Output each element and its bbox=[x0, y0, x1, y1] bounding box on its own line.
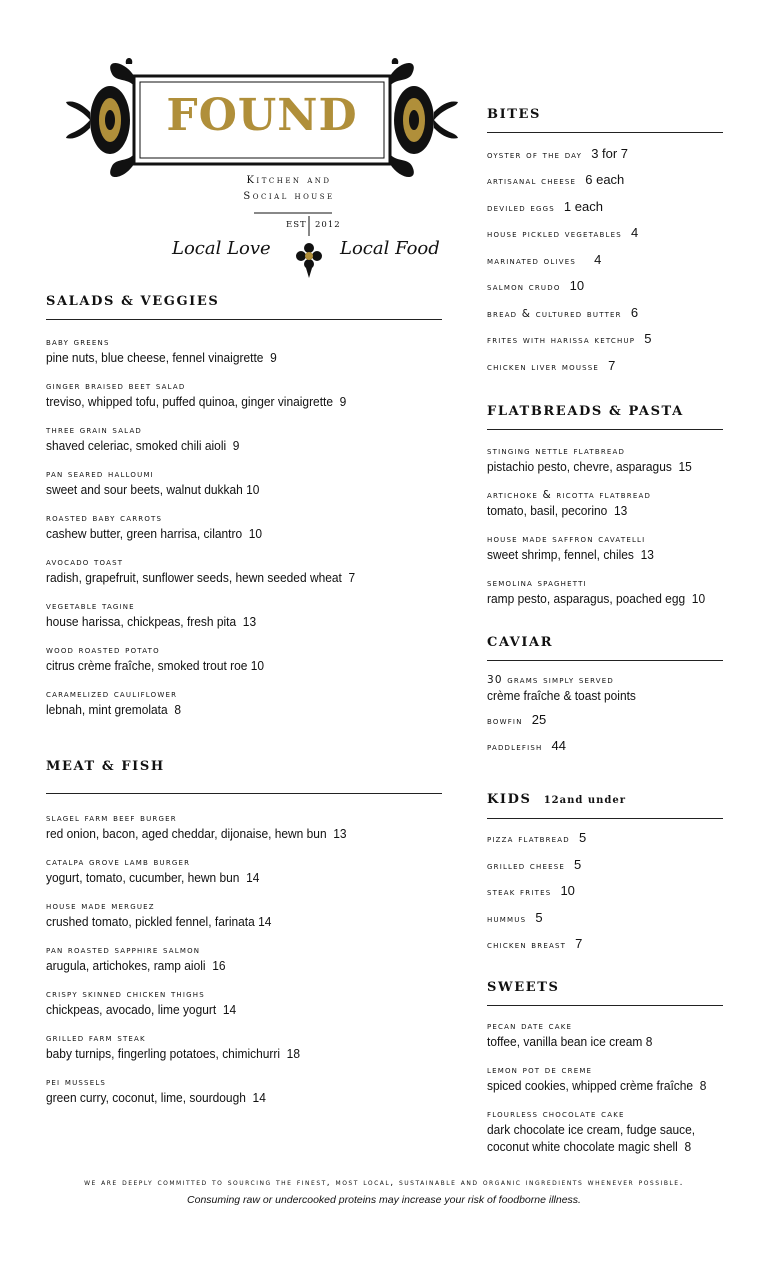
menu-item bbox=[46, 379, 372, 410]
item-desc: sweet shrimp, fennel, chiles 13 bbox=[487, 547, 654, 562]
tagline-left: Local Love bbox=[172, 238, 271, 259]
menu-item: frites with harissa ketchup 5 bbox=[487, 331, 652, 346]
menu-item bbox=[487, 444, 710, 475]
section-title-suffix: 12and under bbox=[543, 795, 627, 806]
item-name: 30 grams simply served bbox=[487, 674, 615, 686]
menu-item bbox=[46, 555, 382, 586]
item-name: avocado toast bbox=[46, 556, 124, 568]
section-kids bbox=[487, 792, 723, 952]
menu-item bbox=[46, 943, 241, 974]
logo bbox=[64, 56, 460, 278]
menu-item bbox=[46, 987, 253, 1018]
section-title: FLATBREADS & PASTA bbox=[487, 404, 684, 419]
brand-subtitle-1: Kitchen and bbox=[246, 175, 332, 186]
section-title: SALADS & VEGGIES bbox=[46, 294, 220, 309]
item-name: roasted baby carrots bbox=[46, 512, 163, 524]
item-name: artichoke & ricotta flatbread bbox=[487, 489, 652, 501]
item-name: house made merguez bbox=[46, 900, 155, 912]
section-flatbreads bbox=[487, 404, 723, 614]
section-title: BITES bbox=[487, 107, 542, 122]
item-desc: red onion, bacon, aged cheddar, dijonaise, hewn bun 13 bbox=[46, 826, 347, 841]
divider bbox=[487, 1005, 723, 1006]
menu-item bbox=[46, 467, 278, 498]
menu-item bbox=[46, 423, 256, 454]
menu-item bbox=[46, 1075, 285, 1106]
menu-item: grilled cheese 5 bbox=[487, 857, 582, 872]
menu-item bbox=[46, 643, 283, 674]
menu-item bbox=[46, 899, 291, 930]
menu-item bbox=[487, 576, 724, 607]
tagline-right: Local Food bbox=[340, 238, 440, 259]
divider bbox=[46, 793, 442, 794]
menu-item: oyster of the day 3 for 7 bbox=[487, 146, 629, 161]
est-year: 2012 bbox=[315, 220, 341, 230]
menu-item bbox=[46, 1031, 322, 1062]
brand-block bbox=[64, 56, 460, 278]
brand-name: FOUND bbox=[166, 90, 358, 141]
item-desc: sweet and sour beets, walnut dukkah 10 bbox=[46, 482, 260, 497]
section-caviar bbox=[487, 635, 723, 760]
item-desc: chickpeas, avocado, lime yogurt 14 bbox=[46, 1002, 237, 1017]
item-name: pan seared halloumi bbox=[46, 468, 154, 480]
item-name: pei mussels bbox=[46, 1076, 107, 1088]
menu-item: marinated olives 4 bbox=[487, 252, 602, 267]
item-name: crispy skinned chicken thighs bbox=[46, 988, 205, 1000]
menu-item bbox=[487, 1019, 667, 1050]
item-desc: baby turnips, fingerling potatoes, chimichurri 18 bbox=[46, 1046, 300, 1061]
item-name: wood roasted potato bbox=[46, 644, 160, 656]
item-desc: cashew butter, green harrisa, cilantro 10 bbox=[46, 526, 263, 541]
item-name: three grain salad bbox=[46, 424, 143, 436]
item-name: stinging nettle flatbread bbox=[487, 445, 626, 457]
menu-item bbox=[46, 855, 278, 886]
section-title: CAVIAR bbox=[487, 635, 554, 650]
item-desc: crème fraîche & toast points bbox=[487, 688, 636, 703]
menu-item: steak frites 10 bbox=[487, 883, 575, 898]
menu-item: bowfin 25 bbox=[487, 712, 547, 727]
menu-item: chicken liver mousse 7 bbox=[487, 358, 616, 373]
item-name: baby greens bbox=[46, 336, 110, 348]
menu-item bbox=[46, 599, 274, 630]
item-name: house made saffron cavatelli bbox=[487, 533, 646, 545]
item-desc-2: coconut white chocolate magic shell 8 bbox=[487, 1139, 692, 1154]
item-name: grilled farm steak bbox=[46, 1032, 146, 1044]
item-desc: lebnah, mint gremolata 8 bbox=[46, 702, 181, 717]
section-title: MEAT & FISH bbox=[46, 759, 165, 774]
menu-item: pizza flatbread 5 bbox=[487, 830, 587, 845]
section-sweets bbox=[487, 980, 723, 1160]
item-desc: crushed tomato, pickled fennel, farinata 14 bbox=[46, 914, 272, 929]
brand-subtitle-2: Social house bbox=[243, 191, 335, 202]
menu-item: salmon crudo 10 bbox=[487, 278, 585, 293]
item-desc: green curry, coconut, lime, sourdough 14 bbox=[46, 1090, 266, 1105]
item-name: catalpa grove lamb burger bbox=[46, 856, 191, 868]
item-name: pan roasted sapphire salmon bbox=[46, 944, 201, 956]
menu-item: chicken breast 7 bbox=[487, 936, 583, 951]
divider bbox=[487, 132, 723, 133]
item-name: ginger braised beet salad bbox=[46, 380, 186, 392]
item-desc: shaved celeriac, smoked chili aioli 9 bbox=[46, 438, 240, 453]
item-desc: toffee, vanilla bean ice cream 8 bbox=[487, 1034, 653, 1049]
menu-item: deviled eggs 1 each bbox=[487, 199, 603, 214]
section-salads bbox=[46, 294, 442, 724]
menu-item: paddlefish 44 bbox=[487, 738, 567, 753]
menu-item bbox=[487, 532, 668, 563]
item-name: vegetable tagine bbox=[46, 600, 135, 612]
divider bbox=[46, 319, 442, 320]
menu-item: bread & cultured butter 6 bbox=[487, 305, 639, 320]
section-title: SWEETS bbox=[487, 980, 560, 995]
item-desc: treviso, whipped tofu, puffed quinoa, ginger vinaigrette 9 bbox=[46, 394, 347, 409]
item-name: flourless chocolate cake bbox=[487, 1108, 625, 1120]
item-desc: dark chocolate ice cream, fudge sauce, bbox=[487, 1122, 696, 1137]
item-desc: radish, grapefruit, sunflower seeds, hewn seeded wheat 7 bbox=[46, 570, 356, 585]
item-desc: pine nuts, blue cheese, fennel vinaigrette 9 bbox=[46, 350, 277, 365]
item-name: semolina spaghetti bbox=[487, 577, 587, 589]
menu-item: artisanal cheese 6 each bbox=[487, 172, 625, 187]
menu-item bbox=[487, 1107, 713, 1155]
item-desc: ramp pesto, asparagus, poached egg 10 bbox=[487, 591, 706, 606]
item-desc: yogurt, tomato, cucumber, hewn bun 14 bbox=[46, 870, 260, 885]
menu-item bbox=[46, 687, 193, 718]
item-desc: pistachio pesto, chevre, asparagus 15 bbox=[487, 459, 692, 474]
item-desc: spiced cookies, whipped crème fraîche 8 bbox=[487, 1078, 707, 1093]
divider bbox=[487, 429, 723, 430]
item-desc: citrus crème fraîche, smoked trout roe 10 bbox=[46, 658, 265, 673]
item-name: lemon pot de creme bbox=[487, 1064, 593, 1076]
section-title: KIDS 12and under bbox=[487, 792, 627, 807]
item-desc: tomato, basil, pecorino 13 bbox=[487, 503, 628, 518]
menu-item bbox=[46, 511, 281, 542]
menu-item bbox=[487, 673, 649, 704]
est-label: EST bbox=[286, 220, 307, 230]
menu-item bbox=[487, 1063, 725, 1094]
item-name: caramelized cauliflower bbox=[46, 688, 178, 700]
divider bbox=[487, 660, 723, 661]
menu-item: house pickled vegetables 4 bbox=[487, 225, 639, 240]
section-meat bbox=[46, 759, 442, 1119]
menu-item bbox=[487, 488, 651, 519]
sourcing-statement: we are deeply committed to sourcing the finest, most local, sustainable and organic ingredients whenever possible. bbox=[84, 1178, 684, 1188]
health-warning: Consuming raw or undercooked proteins may increase your risk of foodborne illness. bbox=[187, 1194, 581, 1206]
divider bbox=[487, 818, 723, 819]
menu-item: hummus 5 bbox=[487, 910, 543, 925]
menu-item bbox=[46, 335, 297, 366]
menu-item bbox=[46, 811, 373, 842]
item-desc: house harissa, chickpeas, fresh pita 13 bbox=[46, 614, 257, 629]
item-name: pecan date cake bbox=[487, 1020, 573, 1032]
item-name: slagel farm beef burger bbox=[46, 812, 177, 824]
item-desc: arugula, artichokes, ramp aioli 16 bbox=[46, 958, 226, 973]
section-bites bbox=[487, 107, 723, 379]
